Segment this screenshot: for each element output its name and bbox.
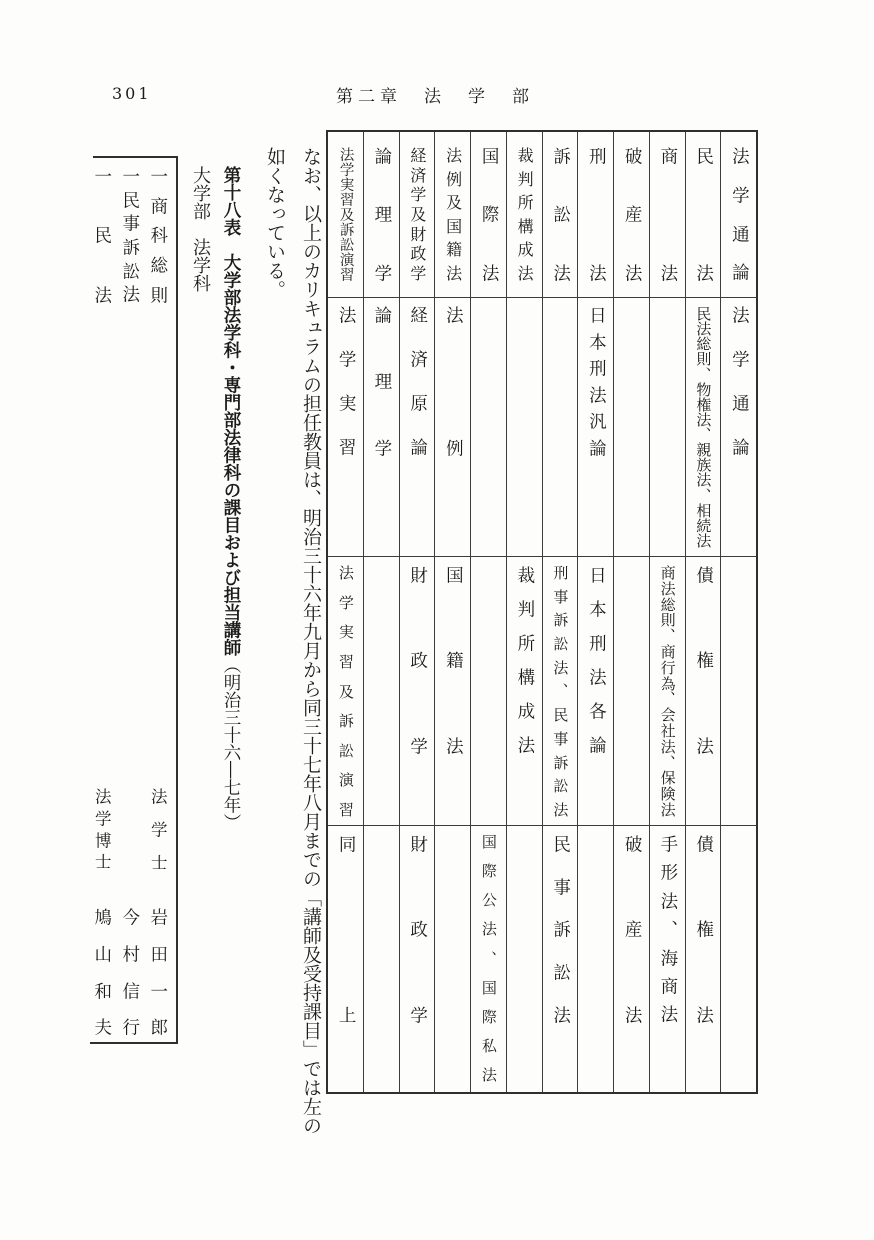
table-cell <box>543 297 578 556</box>
table-cell: 法 例 <box>435 297 470 556</box>
lecturer-subject: 一 商 科 総 則 <box>147 167 168 303</box>
table-cell <box>578 825 613 1092</box>
column-kokusaiho <box>471 132 507 1092</box>
table-cell <box>364 556 399 825</box>
table-cell <box>614 556 649 825</box>
lecturer-name: 今 村 信 行 <box>119 908 140 1036</box>
table-cell: 日 本 刑 法 汎 論 <box>578 297 613 556</box>
table-cell: 民 事 訴 訟 法 <box>543 825 578 1092</box>
table-cell: 法 学 実 習 <box>328 297 363 556</box>
column-header: 刑 法 <box>586 147 607 281</box>
table-cell <box>435 825 470 1092</box>
column-keizaigaku-zaiseigaku <box>400 132 436 1092</box>
column-hogaku-tsuron <box>721 132 756 1092</box>
lecturer-list-vertical-rule <box>176 156 178 1044</box>
column-header: 破 産 法 <box>622 147 643 281</box>
column-header: 裁 判 所 構 成 法 <box>515 147 535 281</box>
table-cell <box>721 825 756 1092</box>
curriculum-table <box>326 130 758 1094</box>
column-minpo <box>686 132 722 1092</box>
table-cell <box>471 297 506 556</box>
column-header: 民 法 <box>693 147 714 281</box>
lecturer-name: 岩 田 一 郎 <box>147 908 168 1036</box>
column-header: 法 学 実 習 及 訴 訟 演 習 <box>337 147 354 281</box>
column-header: 論 理 学 <box>371 147 392 281</box>
column-shoho <box>650 132 686 1092</box>
table-cell: 論 理 学 <box>364 297 399 556</box>
column-keiho <box>578 132 614 1092</box>
table-cell <box>507 297 542 556</box>
table-cell <box>614 297 649 556</box>
lecturer-subject: 一 民 事 訴 訟 法 <box>119 167 140 303</box>
lecturer-list-bottom-rule <box>90 1042 178 1044</box>
table-cell: 破 産 法 <box>614 825 649 1092</box>
table-cell: 債 権 法 <box>686 556 721 825</box>
table-cell: 民 法 総 則 、 物 権 法 、 親 族 法 、 相 続 法 <box>686 297 721 556</box>
table-cell: 商 法 総 則 、 商 行 為 、 会 社 法 、 保 険 法 <box>650 556 685 825</box>
table-cell <box>721 556 756 825</box>
lecturer-name: 鳩 山 和 夫 <box>91 908 112 1036</box>
table-cell: 財 政 学 <box>400 825 435 1092</box>
intro-text-line-1: なお、以上のカリキュラムの担任教員は、明治三十六年九月から同三十七年八月までの「講師及受持課目」では左の <box>300 147 322 1135</box>
table-title-main: 第十八表 大学部法学科・専門部法律科の課目および担当講師 <box>221 166 241 656</box>
table-title <box>213 166 249 1086</box>
table-cell: 手 形 法 、 海 商 法 <box>650 825 685 1092</box>
column-header: 訴 訟 法 <box>550 147 571 281</box>
lecturer-degree: 法 学 士 <box>148 788 168 870</box>
table-cell: 裁 判 所 構 成 法 <box>507 556 542 825</box>
lecturer-degree: 法 学 博 士 <box>92 788 112 870</box>
table-cell <box>364 825 399 1092</box>
table-cell: 刑 事 訴 訟 法 、 民 事 訴 訟 法 <box>543 556 578 825</box>
lecturer-list-top-rule <box>93 156 178 158</box>
table-title-note: （明治三十六―七年） <box>221 656 241 831</box>
table-cell: 法 学 実 習 及 訴 訟 演 習 <box>328 556 363 825</box>
table-cell: 同 上 <box>328 825 363 1092</box>
table-cell <box>650 297 685 556</box>
table-cell: 経 済 原 論 <box>400 297 435 556</box>
column-header: 法 学 通 論 <box>729 147 750 281</box>
table-cell <box>507 825 542 1092</box>
column-ronrigaku <box>364 132 400 1092</box>
column-header: 法 例 及 国 籍 法 <box>443 147 463 281</box>
table-cell: 財 政 学 <box>400 556 435 825</box>
table-section-label: 大学部 法学科 <box>190 166 211 292</box>
column-horei-kokusekiho <box>435 132 471 1092</box>
table-cell: 国 際 公 法 、 国 際 私 法 <box>471 825 506 1092</box>
table-cell: 債 権 法 <box>686 825 721 1092</box>
column-soshoho <box>543 132 579 1092</box>
table-cell: 日 本 刑 法 各 論 <box>578 556 613 825</box>
column-hogaku-jisshu <box>328 132 364 1092</box>
column-hasanho <box>614 132 650 1092</box>
column-saibansho-koseiho <box>507 132 543 1092</box>
table-cell: 国 籍 法 <box>435 556 470 825</box>
intro-text-line-2: 如くなっている。 <box>264 147 286 299</box>
column-header: 商 法 <box>657 147 678 281</box>
chapter-header: 第二章 法 学 部 <box>336 87 534 107</box>
table-cell <box>471 556 506 825</box>
column-header: 国 際 法 <box>479 147 500 281</box>
table-cell: 法 学 通 論 <box>721 297 756 556</box>
lecturer-subject: 一 民 法 <box>91 167 112 303</box>
page-number: 301 <box>112 84 152 103</box>
column-header: 経 済 学 及 財 政 学 <box>407 147 427 281</box>
